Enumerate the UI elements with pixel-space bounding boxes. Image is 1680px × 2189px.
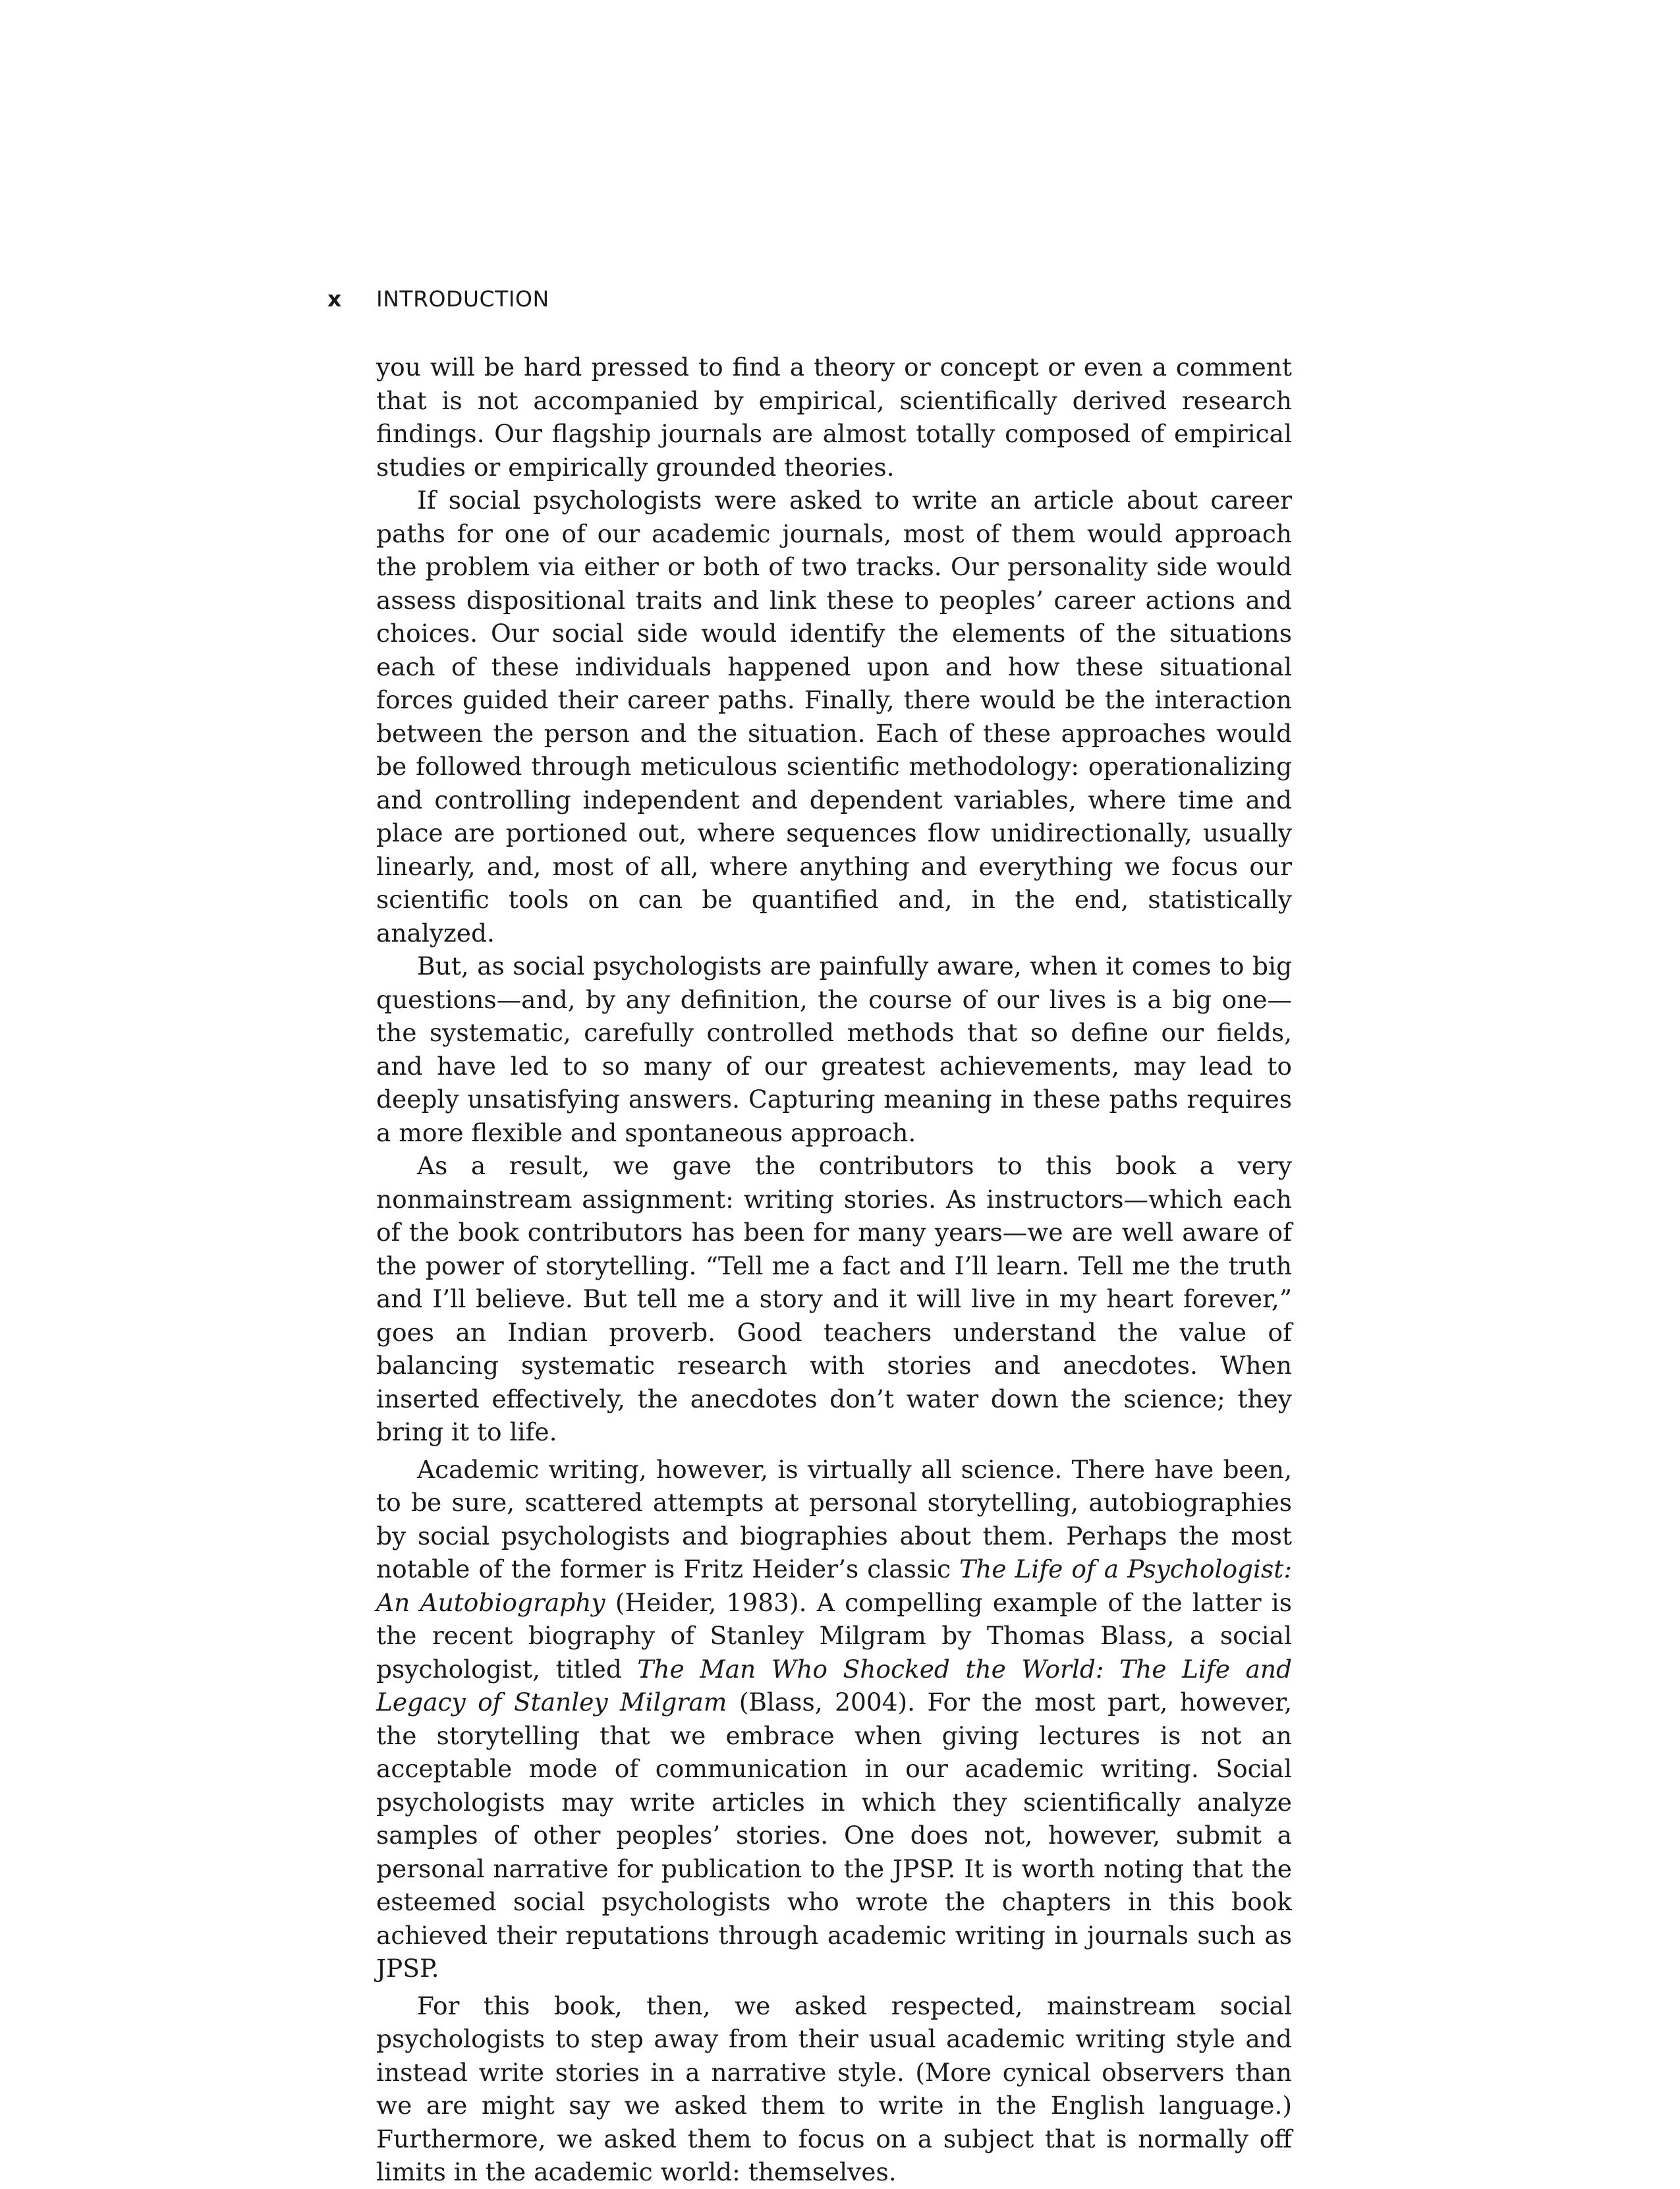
paragraph-this-book: For this book, then, we asked respected, mainstream social psychologists to step away from their usual academic writing style and instead write stories in a narrative style. (More cynical observers than we are might say we asked them to write in the English language.) Furthermore, we asked them to focus on a subject that is normally off limits in the academic world: themselves. [376, 1991, 1292, 2186]
page-number: x [327, 286, 342, 312]
book-title-blass: The Man Who Shocked the World: The Life and Legacy of Stanley Milgram [376, 1654, 1293, 1717]
paragraph-continued: you will be hard pressed to find a theory or concept or even a comment that is not accompanied by empirical, scientifically derived research findings. Our flagship journals are almost totally composed of empirical studies or empirically grounded theories. [376, 353, 1292, 482]
text-run: (Heider, 1983). A compelling example of the latter is the recent biography of Stanley Milgram by Thomas Blass, a social psychologist, titled [376, 1587, 1292, 1684]
paragraph-big-questions: But, as social psychologists are painfully aware, when it comes to big questions—and, by any definition, the course of our lives is a big one—the systematic, carefully controlled methods that so define our fields, and have led to so many of our greatest achievements, may lead to deeply unsatisfying answers. Capturing meaning in these paths requires a more flexible and spontaneous approach. [376, 952, 1292, 1147]
running-head [327, 282, 1316, 316]
running-title: INTRODUCTION [376, 286, 549, 312]
book-title-heider: The Life of a Psychologist: An Autobiography [376, 1554, 1292, 1617]
paragraph-career-paths: If social psychologists were asked to write an article about career paths for one of our academic journals, most of them would approach the problem via either or both of two tracks. Our personality side would assess dispositional traits and link these to peoples’ career actions and choices. Our social side would identify the elements of the situations each of these individuals happened upon and how these situational forces guided their career paths. Finally, there would be the interaction between the person and the situation. Each of these approaches would be followed through meticulous scientific methodology: operationalizing and controlling independent and dependent variables, where time and place are portioned out, where sequences flow unidirectionally, usually linearly, and, most of all, where anything and everything we focus our scientific tools on can be quantified and, in the end, statistically analyzed. [376, 486, 1292, 948]
body-text [376, 351, 1292, 2189]
text-run: (Blass, 2004). For the most part, however, the storytelling that we embrace when giving lectures is not an acceptable mode of communication in our academic writing. Social psychologists may write articles in which they scientifically analyze samples of other peoples’ stories. One does not, however, submit a personal narrative for publication to the JPSP. It is worth noting that the esteemed social psychologists who wrote the chapters in this book achieved their reputations through academic writing in journals such as JPSP. [376, 1688, 1292, 1983]
text-run: Academic writing, however, is virtually all science. There have been, to be sure, scattered attempts at personal storytelling, autobiographies by social psychologists and biographies about them. Perhaps the most notable of the former is Fritz Heider’s classic [376, 1454, 1292, 1583]
paragraph-storytelling: As a result, we gave the contributors to this book a very nonmainstream assignment: writing stories. As instructors—which each of the book contributors has been for many years—we are well aware of the power of storytelling. “Tell me a fact and I’ll learn. Tell me the truth and I’ll believe. But tell me a story and it will live in my heart forever,” goes an Indian proverb. Good teachers understand the value of balancing systematic research with stories and anecdotes. When inserted effectively, the anecdotes don’t water down the science; they bring it to life. [376, 1151, 1292, 1446]
paragraph-academic-writing [376, 1453, 1292, 1985]
